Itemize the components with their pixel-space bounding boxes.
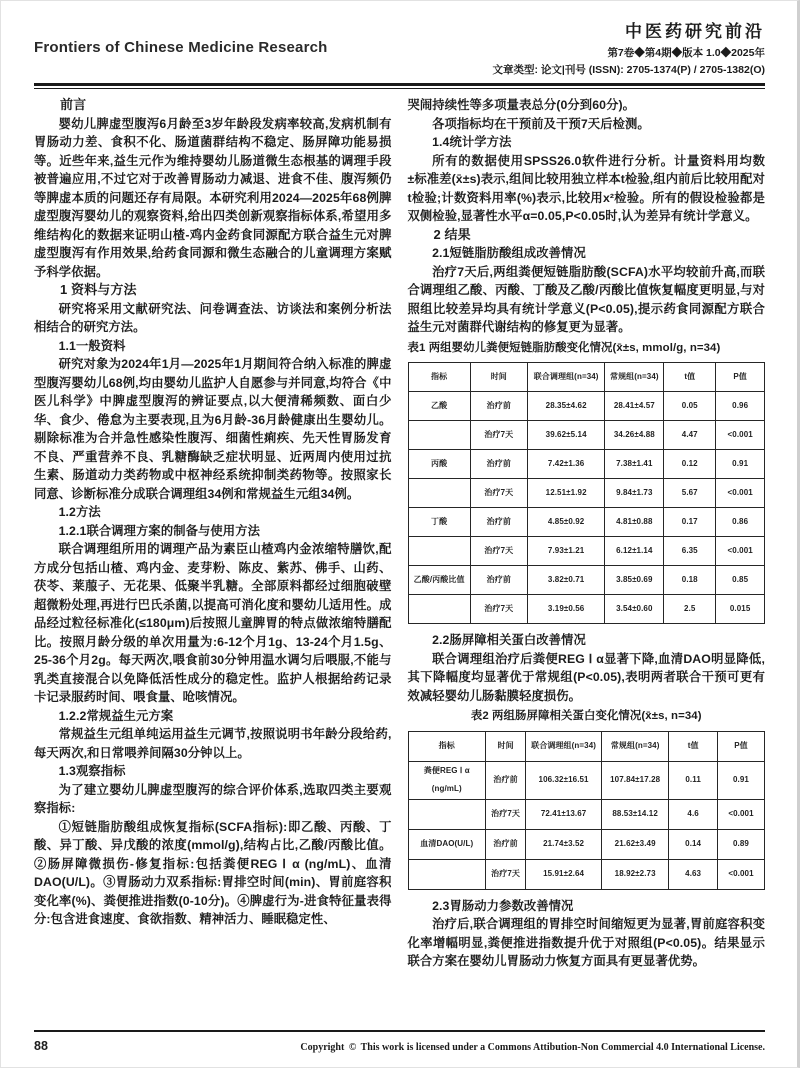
table-cell: <0.001 — [716, 421, 765, 450]
table-row — [408, 761, 765, 799]
table-cell: 88.53±14.12 — [601, 799, 668, 829]
table-cell: 治疗7天 — [486, 859, 526, 889]
journal-title-english: Frontiers of Chinese Medicine Research — [34, 38, 328, 56]
subsection-heading: 1.3观察指标 — [58, 764, 126, 778]
table-cell: 治疗7天 — [470, 479, 527, 508]
table-cell: 0.17 — [664, 508, 716, 537]
column-header: 联合调理组(n=34) — [526, 731, 602, 761]
paragraph: 哭闹持续性等多项量表总分(0分到60分)。 — [407, 98, 636, 112]
table-cell: 治疗7天 — [470, 421, 527, 450]
column-header: 时间 — [486, 731, 526, 761]
table-cell: 4.81±0.88 — [605, 508, 664, 537]
table-row — [408, 566, 765, 595]
table-cell: <0.001 — [716, 479, 765, 508]
table-cell: 12.51±1.92 — [527, 479, 605, 508]
table-cell: 0.85 — [716, 566, 765, 595]
table-cell: 72.41±13.67 — [526, 799, 602, 829]
table-cell: 21.62±3.49 — [601, 829, 668, 859]
table-row — [408, 479, 765, 508]
page-header — [34, 17, 765, 77]
table-cell: 6.35 — [664, 537, 716, 566]
paragraph: 所有的数据使用SPSS26.0软件进行分析。计量资料用均数±标准差(x̄±s)表示,组间比较用独立样本t检验,组内前后比较用配对t检验;计数资料用率(%)表示,比较用x²检验。所有的假设检验都是双侧检验,显著性水平α=0.05,P<0.05时,认为差异有统计学意义。 — [407, 153, 765, 223]
header-divider — [34, 83, 765, 89]
left-column — [34, 96, 392, 1048]
table-cell: <0.001 — [716, 537, 765, 566]
table-cell: 3.85±0.69 — [605, 566, 664, 595]
table-cell: 治疗7天 — [486, 799, 526, 829]
table-cell: 治疗7天 — [470, 595, 527, 624]
paragraph: 常规益生元组单纯运用益生元调节,按照说明书年龄分段给药,每天两次,和日常喂养间隔30分钟以上。 — [34, 727, 392, 760]
copyright-label: Copyright — [300, 1042, 345, 1053]
column-header: P值 — [717, 731, 764, 761]
table-cell: 7.38±1.41 — [605, 450, 664, 479]
table-cell: 治疗前 — [470, 392, 527, 421]
table-row — [408, 859, 765, 889]
subsection-heading: 1.4统计学方法 — [432, 135, 512, 149]
table-cell: 0.14 — [669, 829, 718, 859]
table-cell: 3.82±0.71 — [527, 566, 605, 595]
table-cell: 0.05 — [664, 392, 716, 421]
table2 — [408, 731, 766, 890]
column-header: t值 — [664, 363, 716, 392]
table-cell: 7.42±1.36 — [527, 450, 605, 479]
column-header: t值 — [669, 731, 718, 761]
journal-info-block — [492, 17, 765, 77]
paragraph: 联合调理组治疗后粪便REG Ⅰ α显著下降,血清DAO明显降低,其下降幅度均显著优于常规组(P<0.05),表明两者联合干预可更有效减轻婴幼儿肠黏膜轻度损伤。 — [407, 651, 765, 703]
table-cell: 21.74±3.52 — [526, 829, 602, 859]
table-cell: 4.63 — [669, 859, 718, 889]
table-cell: 0.91 — [717, 761, 764, 799]
journal-issue-line: 第7卷◆第4期◆版本 1.0◆2025年 — [607, 47, 765, 59]
table-cell: 治疗前 — [486, 761, 526, 799]
column-header: 指标 — [408, 363, 470, 392]
paragraph: 婴幼儿脾虚型腹泻6月龄至3岁年龄段发病率较高,发病机制有胃肠动力差、食积不化、肠道菌群结构不稳定、肠屏障功能易损等。近些年来,益生元作为维持婴幼儿肠道微生态根基的调理手段被普遍应用,不过它对于改善胃肠动力减退、进食不佳、腹泻频仍等脾虚本质的问题还存有局限。本研究利用2024—2025年68例脾虚型腹泻婴幼儿的观察资料,给出四类创新观察指标体系,希望用多维结构化的数据来证明山楂-鸡内金药食同源配方联合益生元对脾虚型腹泻有作用效果,给药食同源和微生态融合的儿童调理方案赋予科学依据。 — [34, 116, 392, 279]
table-cell — [408, 537, 470, 566]
table-cell: 0.91 — [716, 450, 765, 479]
table-cell: 乙酸 — [408, 392, 470, 421]
table-cell: 5.67 — [664, 479, 716, 508]
table-cell: 2.5 — [664, 595, 716, 624]
column-header: P值 — [716, 363, 765, 392]
table-cell: 丙酸 — [408, 450, 470, 479]
page-footer — [34, 1030, 765, 1053]
table-caption: 表2 两组肠屏障相关蛋白变化情况(x̄±s, n=34) — [470, 710, 702, 722]
table-cell: 3.54±0.60 — [605, 595, 664, 624]
copyright-icon: © — [348, 1042, 357, 1053]
table-cell: 0.89 — [717, 829, 764, 859]
paragraph: 治疗7天后,两组粪便短链脂肪酸(SCFA)水平均较前升高,而联合调理组乙酸、丙酸、丁酸及乙酸/丙酸比值恢复幅度更明显,与对照组比较差异均具有统计学意义(P<0.05),提示药食同源配方联合益生元对菌群代谢结构的修复更为显著。 — [407, 264, 765, 334]
table-cell: 治疗前 — [470, 508, 527, 537]
table-cell: 7.93±1.21 — [527, 537, 605, 566]
table-cell: 0.86 — [716, 508, 765, 537]
table-cell: 粪便REG Ⅰ α (ng/mL) — [408, 761, 486, 799]
table-cell: 血清DAO(U/L) — [408, 829, 486, 859]
article-body — [34, 96, 765, 1048]
table-cell — [408, 799, 486, 829]
table-cell: 4.47 — [664, 421, 716, 450]
table-cell: 18.92±2.73 — [601, 859, 668, 889]
right-column — [408, 96, 766, 1048]
table-cell: 106.32±16.51 — [526, 761, 602, 799]
table-row — [408, 392, 765, 421]
section-heading: 前言 — [60, 97, 87, 112]
column-header: 联合调理组(n=34) — [527, 363, 605, 392]
table-row — [408, 508, 765, 537]
table-cell: 0.12 — [664, 450, 716, 479]
paragraph: ①短链脂肪酸组成恢复指标(SCFA指标):即乙酸、丙酸、丁酸、异丁酸、异戊酸的浓度(mmol/g),结构占比,乙酸/丙酸比值。②肠屏障微损伤-修复指标:包括粪便REG Ⅰ α (ng/mL)、血清DAO(U/L)。③胃肠动力双系指标:胃排空时间(min)、胃前庭容积变化率(%)、粪便推进指数(0-10分)。④脾虚行为-进食特征量表得分:包含进食速度、食欲指数、精神活力、睡眠稳定性、 — [34, 819, 392, 926]
table-cell: 4.85±0.92 — [527, 508, 605, 537]
table-cell: 乙酸/丙酸比值 — [408, 566, 470, 595]
table-cell: 0.18 — [664, 566, 716, 595]
table-cell: <0.001 — [717, 859, 764, 889]
table-cell: 0.11 — [669, 761, 718, 799]
subsection-heading: 2.1短链脂肪酸组成改善情况 — [432, 246, 586, 260]
paragraph: 研究将采用文献研究法、问卷调查法、访谈法和案例分析法相结合的研究方法。 — [34, 301, 392, 334]
table-row — [408, 421, 765, 450]
table-cell: 39.62±5.14 — [527, 421, 605, 450]
table-caption: 表1 两组婴幼儿粪便短链脂肪酸变化情况(x̄±s, mmol/g, n=34) — [407, 341, 721, 354]
table-cell: 0.015 — [716, 595, 765, 624]
table-row — [408, 450, 765, 479]
footer-divider — [34, 1030, 765, 1032]
copyright-notice — [300, 1042, 765, 1053]
table1 — [408, 362, 766, 624]
table-header-row — [408, 731, 765, 761]
table-cell: 治疗7天 — [470, 537, 527, 566]
table-row — [408, 537, 765, 566]
table-cell: 6.12±1.14 — [605, 537, 664, 566]
table-cell: 治疗前 — [470, 450, 527, 479]
page-number: 88 — [34, 1039, 48, 1053]
paragraph: 联合调理组所用的调理产品为素臣山楂鸡内金浓缩特膳饮,配方成分包括山楂、鸡内金、麦芽粉、陈皮、紫苏、佛手、山药、茯苓、莱菔子、无花果、低聚半乳糖。全部原料都经过细胞破壁超微粉处理,再进行巴氏杀菌,以提高可消化度和婴幼儿适用性。成品经过粒径标准化(≤180μm)后按照儿童脾胃的特点做浓缩特膳配比。按照月龄分级的单次用量为:6-12个月1g、13-24个月1.5g、25-36个月2g。每天两次,喂食前30分钟用温水调匀后喂服,不能与乳类直接混合以免降低活性成分的稳定性。监护人根据给药记录卡记录服药时间、喂食量、呛咳情况。 — [34, 542, 392, 704]
table-cell: 9.84±1.73 — [605, 479, 664, 508]
subsection-heading: 1.1一般资料 — [58, 338, 126, 353]
subsection-heading: 1.2.2常规益生元方案 — [58, 708, 174, 723]
table-cell: 34.26±4.88 — [605, 421, 664, 450]
paragraph: 研究对象为2024年1月—2025年1月期间符合纳入标准的脾虚型腹泻婴幼儿68例,均由婴幼儿监护人自愿参与并同意,均符合《中医儿科学》中脾虚型腹泻的辨证要点,以大便清稀频数、面白少华、食少、倦怠为主要表现,且为6月龄-36月龄健康出生婴幼儿。剔除标准为合并急性感染性腹泻、细菌性痢疾、先天性胃肠发育不良、严重营养不良、乳糖酶缺乏症状明显、近两周内使用过抗生素、肠道动力类药物或中枢神经系统抑制类药物等。按照家长同意、诊断标准分成联合调理组34例和常规益生元组34例。 — [34, 357, 392, 501]
table-cell — [408, 859, 486, 889]
journal-issn-line: 文章类型: 论文|刊号 (ISSN): 2705-1374(P) / 2705-1382(O) — [492, 64, 765, 76]
subsection-heading: 1.2方法 — [58, 505, 101, 519]
column-header: 常规组(n=34) — [601, 731, 668, 761]
paragraph: 各项指标均在干预前及干预7天后检测。 — [432, 116, 650, 131]
subsection-heading: 2.3胃肠动力参数改善情况 — [432, 898, 574, 913]
subsection-heading: 2.2肠屏障相关蛋白改善情况 — [432, 633, 586, 647]
table-row — [408, 829, 765, 859]
license-text: This work is licensed under a Commons Attibution-Non Commercial 4.0 International License. — [360, 1042, 765, 1053]
table-cell: <0.001 — [717, 799, 764, 829]
paragraph: 治疗后,联合调理组的胃排空时间缩短更为显著,胃前庭容积变化率增幅明显,粪便推进指数提升优于对照组(P<0.05)。结果显示联合方案在婴幼儿胃肠动力恢复方面具有更显著优势。 — [407, 917, 765, 968]
subsection-heading: 1.2.1联合调理方案的制备与使用方法 — [58, 523, 261, 538]
table-cell: 28.41±4.57 — [605, 392, 664, 421]
table-cell: 4.6 — [669, 799, 718, 829]
table-cell: 107.84±17.28 — [601, 761, 668, 799]
footer-row — [34, 1039, 765, 1053]
paragraph: 为了建立婴幼儿脾虚型腹泻的综合评价体系,选取四类主要观察指标: — [34, 782, 392, 815]
table-header-row — [408, 363, 765, 392]
journal-title-chinese: 中医药研究前沿 — [625, 22, 765, 41]
table-cell: 15.91±2.64 — [526, 859, 602, 889]
column-header: 时间 — [470, 363, 527, 392]
table-cell — [408, 421, 470, 450]
table-cell — [408, 595, 470, 624]
column-header: 指标 — [408, 731, 486, 761]
table-cell: 治疗前 — [486, 829, 526, 859]
table-cell: 3.19±0.56 — [527, 595, 605, 624]
table-cell: 丁酸 — [408, 508, 470, 537]
table-cell: 28.35±4.62 — [527, 392, 605, 421]
table-cell — [408, 479, 470, 508]
section-heading: 1 资料与方法 — [60, 282, 137, 297]
table-row — [408, 799, 765, 829]
table-row — [408, 595, 765, 624]
section-heading: 2 结果 — [433, 226, 471, 242]
table-cell: 治疗前 — [470, 566, 527, 595]
table-cell: 0.96 — [716, 392, 765, 421]
column-header: 常规组(n=34) — [605, 363, 664, 392]
